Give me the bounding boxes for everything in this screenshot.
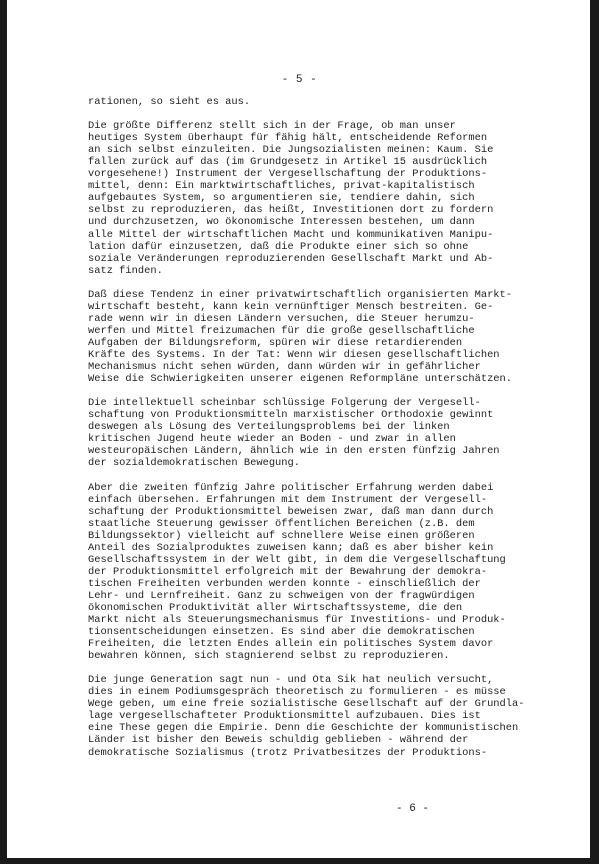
text-line: werfen und Mittel freizumachen für die große gesellschaftliche (88, 324, 475, 337)
text-line: schaftung von Produktionsmitteln marxistischer Orthodoxie gewinnt (88, 409, 494, 422)
text-line: dies in einem Podiumsgespräch theoretisch zu formulieren - es müsse (88, 686, 506, 699)
text-line: Daß diese Tendenz in einer privatwirtschaftlich organisierten Markt- (88, 288, 513, 301)
text-line: Aufgaben der Bildungsreform, spüren wir diese retardierenden (88, 336, 463, 349)
text-line: fallen zurück auf das (im Grundgesetz in Artikel 15 ausdrücklich (88, 156, 488, 169)
text-line: Die größte Differenz stellt sich in der Frage, ob man unser (88, 120, 456, 133)
text-line: kritischen Jugend heute wieder an Boden - und zwar in allen (88, 433, 456, 446)
text-line: wirtschaft besteht, kann kein vernünftiger Mensch bestreiten. Ge- (88, 300, 494, 313)
paragraph (88, 674, 560, 758)
scan-edge-bottom (0, 858, 599, 864)
text-line: deswegen als Lösung des Verteilungsproblems bei der linken (88, 421, 450, 434)
text-line: lage vergesellschafteter Produktionsmittel aufzubauen. Dies ist (88, 710, 481, 723)
text-line: bewahren können, sich stagnierend selbst zu reproduzieren. (88, 650, 450, 663)
text-line: aufgebautes System, so argumentieren sie, tendiere dahin, sich (88, 192, 475, 205)
text-line: Die junge Generation sagt nun - und Ota Sik hat neulich versucht, (88, 674, 494, 687)
body-text (88, 96, 560, 771)
text-line: der Produktionsmittel erfolgreich mit der Bewahrung der demokra- (88, 565, 488, 578)
text-line: tischen Freiheiten verbunden werden konnte - einschließlich der (88, 577, 481, 590)
text-line: alle Mittel der wirtschaftlichen Macht und kommunikativen Manipu- (88, 228, 494, 241)
text-line: satz finden. (88, 264, 163, 277)
text-line: schaftung der Produktionsmittel beweisen zwar, daß man dann durch (88, 505, 494, 518)
text-line: Freiheiten, die letzten Endes allein ein politisches System davor (88, 638, 494, 651)
text-line: Länder ist bisher den Beweis schuldig geblieben - während der (88, 734, 469, 747)
text-line: und durchzusetzen, wo ökonomische Interessen bestehen, um dann (88, 216, 475, 229)
text-line: Kräfte des Systems. In der Tat: Wenn wir diesen gesellschaftlichen (88, 348, 500, 361)
text-line: Lehr- und Lernfreiheit. Ganz zu schweigen von der fragwürdigen (88, 589, 475, 602)
text-line: der sozialdemokratischen Bewegung. (88, 457, 301, 470)
text-line: Mechanismus nicht sehen würden, dann würden wir in gefährlicher (88, 361, 481, 374)
text-line: an sich selbst einzuleiten. Die Jungsozialisten meinen: Kaum. Sie (88, 144, 494, 157)
text-line: rade wenn wir in diesen Ländern versuchen, die Steuer herumzu- (88, 312, 475, 325)
text-line: heutiges System überhaupt für fähig hält, entscheidende Reformen (88, 132, 488, 145)
text-line: westeuropäischen Ländern, ähnlich wie in den ersten fünfzig Jahren (88, 445, 500, 458)
text-line: lation dafür einzusetzen, daß die Produkte einer sich so ohne (88, 240, 469, 253)
text-line: Weise die Schwierigkeiten unserer eigenen Reformpläne unterschätzen. (88, 373, 513, 386)
text-line: Wege geben, um eine freie sozialistische Gesellschaft auf der Grundla- (88, 698, 525, 711)
paragraph (88, 96, 560, 108)
text-line: Anteil des Sozialproduktes zuweisen kann; daß es aber bisher kein (88, 541, 494, 554)
paragraph (88, 289, 560, 385)
scan-edge-left (0, 0, 7, 864)
text-line: tionsentscheidungen einsetzen. Es sind aber die demokratischen (88, 626, 475, 639)
text-line: staatliche Steuerung gewisser öffentlichen Bereichen (z.B. dem (88, 517, 475, 530)
paragraph (88, 120, 560, 277)
text-line: Markt nicht als Steuerungsmechanismus für Investitions- und Produk- (88, 614, 506, 627)
text-line: mittel, denn: Ein marktwirtschaftliches, privat-kapitalistisch (88, 180, 475, 193)
page-number-top: - 5 - (281, 74, 318, 86)
text-line: einfach übersehen. Erfahrungen mit dem Instrument der Vergesell- (88, 493, 488, 506)
paragraph (88, 482, 560, 663)
text-line: vorgesehene!) Instrument der Vergesellschaftung der Produktions- (88, 168, 488, 181)
text-line: selbst zu reproduzieren, das heißt, Investitionen dort zu fordern (88, 204, 494, 217)
text-line: demokratische Sozialismus (trotz Privatbesitzes der Produktions- (88, 746, 488, 759)
text-line: Die intellektuell scheinbar schlüssige Folgerung der Vergesell- (88, 397, 481, 410)
page-number-bottom: - 6 - (396, 803, 430, 815)
text-line: rationen, so sieht es aus. (88, 96, 251, 108)
text-line: ökonomischen Produktivität aller Wirtschaftssysteme, die den (88, 601, 463, 614)
paragraph (88, 397, 560, 469)
text-line: Gesellschaftssystem in der Welt gibt, in dem die Vergesellschaftung (88, 553, 506, 566)
text-line: Aber die zweiten fünfzig Jahre politischer Erfahrung werden dabei (88, 481, 494, 494)
scan-edge-right (590, 0, 599, 864)
text-line: soziale Veränderungen reproduzierenden Gesellschaft Markt und Ab- (88, 252, 494, 265)
text-line: Bildungssektor) vielleicht auf schnellere Weise einen größeren (88, 529, 475, 542)
text-line: eine These gegen die Empirie. Denn die Geschichte der kommunistischen (88, 722, 519, 735)
